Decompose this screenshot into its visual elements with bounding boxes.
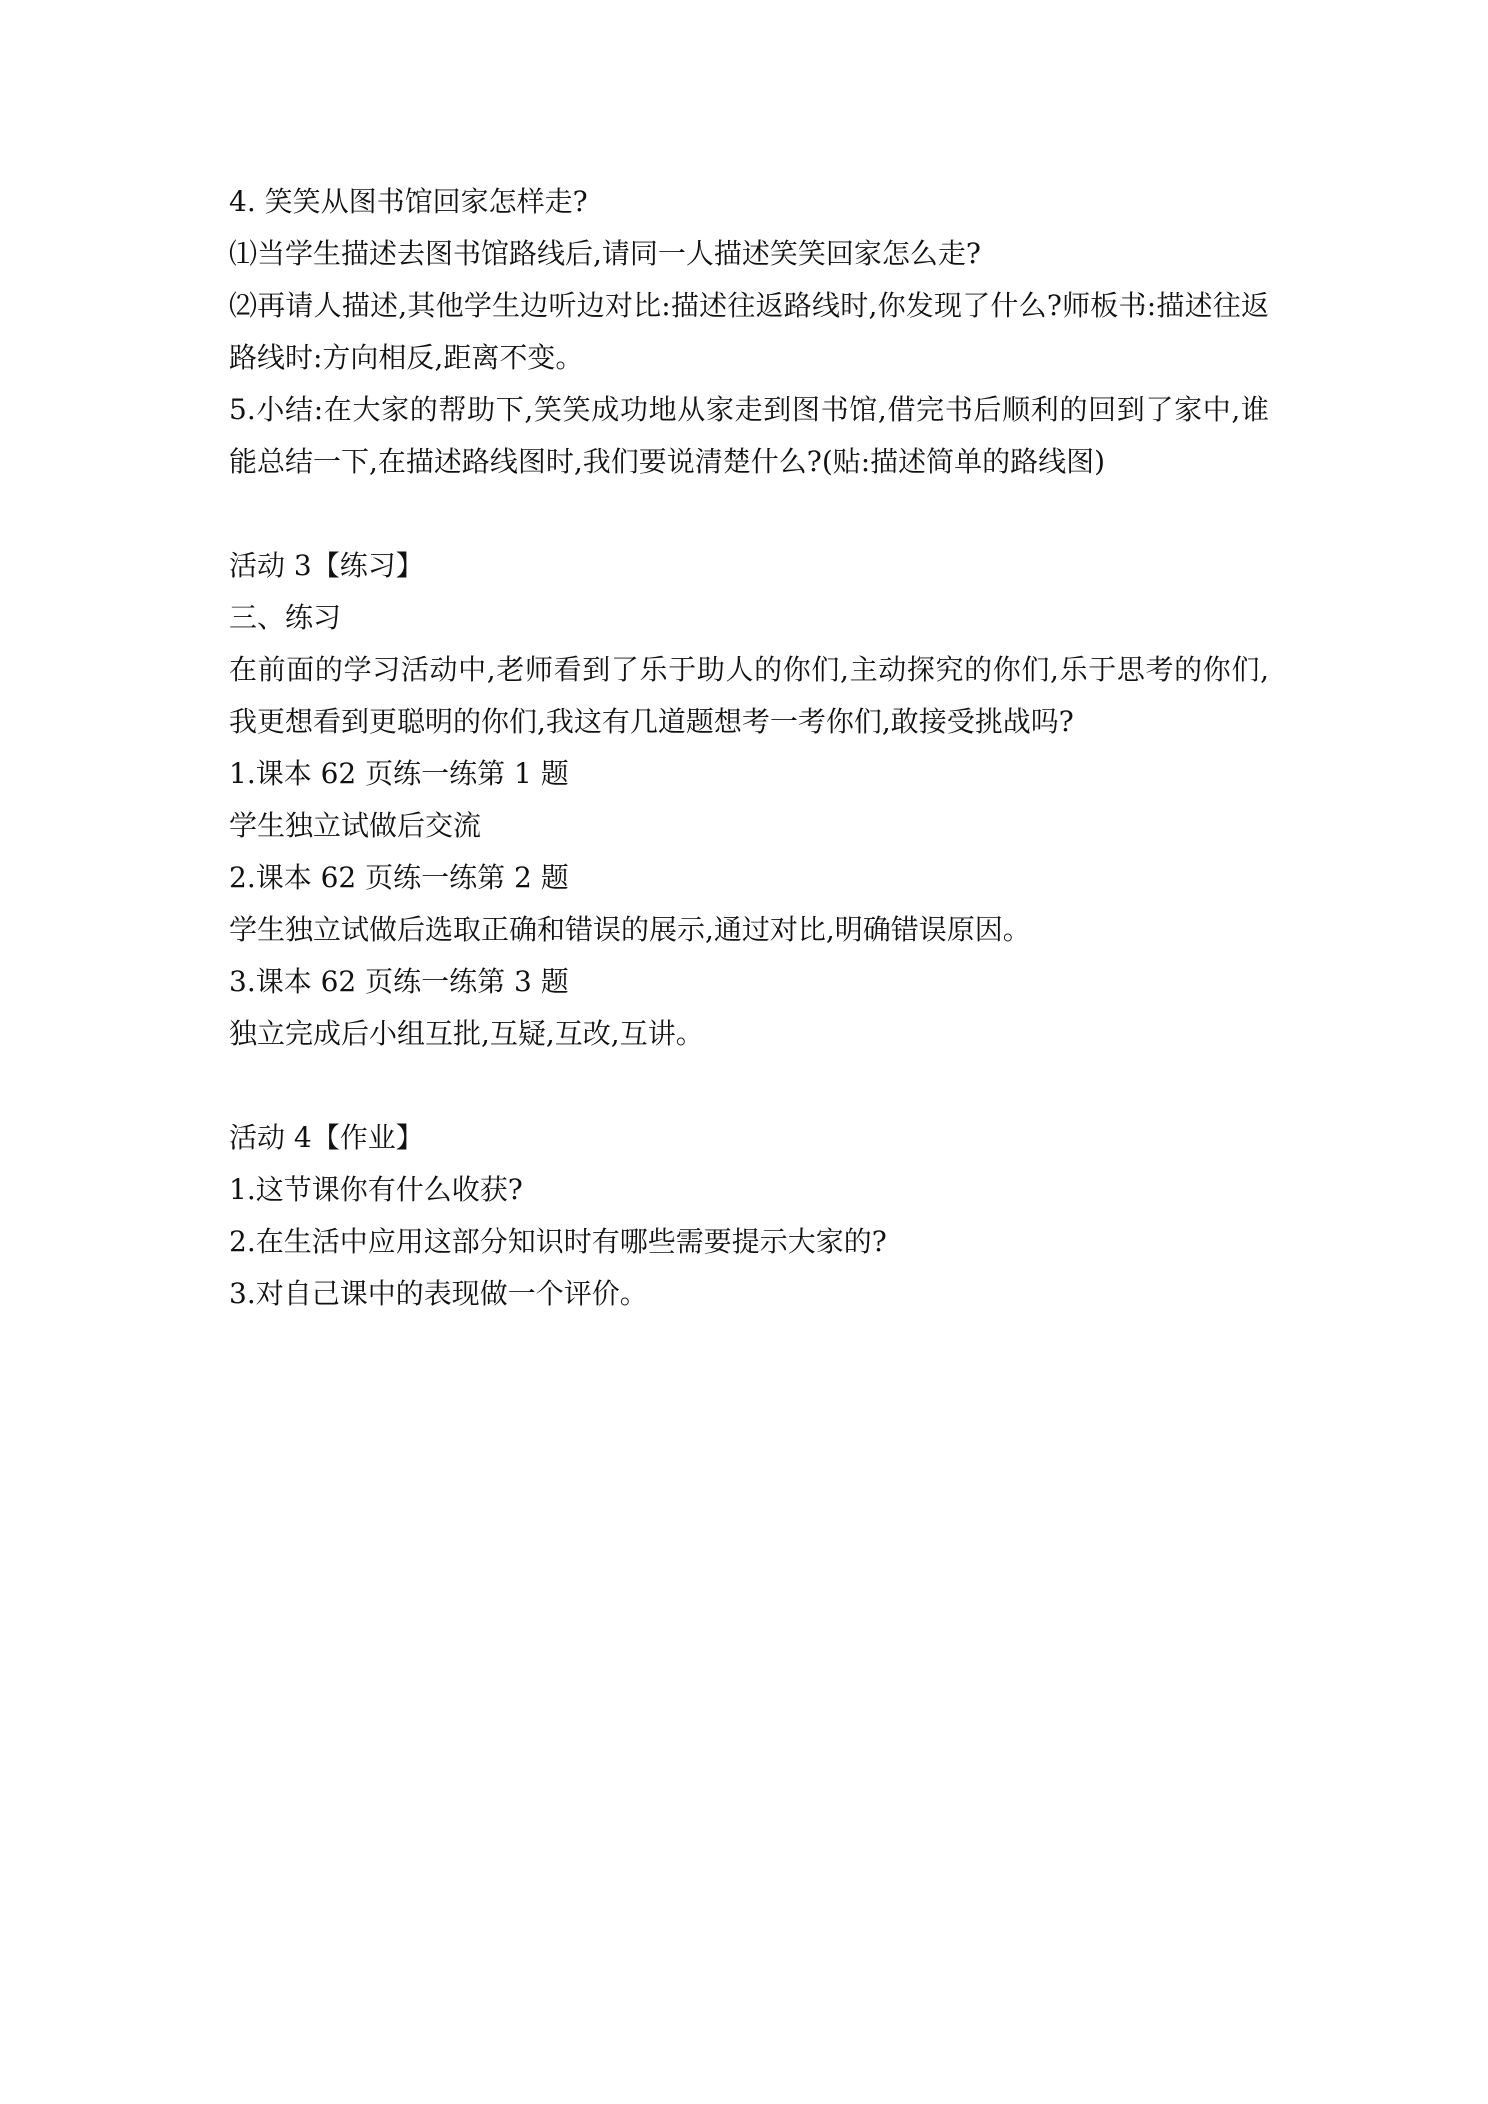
activity-3-subheading: 三、练习 [229, 601, 342, 634]
question-4: 4. 笑笑从图书馆回家怎样走? [229, 185, 588, 218]
activity-3-item: 3.课本 62 页练一练第 3 题 [229, 965, 569, 998]
activity-3-intro: 在前面的学习活动中,老师看到了乐于助人的你们,主动探究的你们,乐于思考的你们,我更想看到更聪明的你们,我这有几道题想考一考你们,敢接受挑战吗? [229, 653, 1269, 738]
activity-4-heading: 活动 4【作业】 [229, 1121, 424, 1154]
activity-3-item: 独立完成后小组互批,互疑,互改,互讲。 [229, 1017, 704, 1050]
summary-5: 5.小结:在大家的帮助下,笑笑成功地从家走到图书馆,借完书后顺利的回到了家中,谁能总结一下,在描述路线图时,我们要说清楚什么?(贴:描述简单的路线图) [229, 393, 1269, 478]
question-4-step-1: ⑴当学生描述去图书馆路线后,请同一人描述笑笑回家怎么走? [229, 237, 981, 270]
activity-4-item: 3.对自己课中的表现做一个评价。 [229, 1277, 648, 1310]
activity-3-item: 2.课本 62 页练一练第 2 题 [229, 861, 569, 894]
activity-3-item: 学生独立试做后交流 [229, 809, 482, 842]
activity-4-item: 2.在生活中应用这部分知识时有哪些需要提示大家的? [229, 1225, 887, 1258]
paragraph-gap [229, 1060, 1269, 1112]
activity-3-item: 学生独立试做后选取正确和错误的展示,通过对比,明确错误原因。 [229, 913, 1031, 946]
activity-3-item: 1.课本 62 页练一练第 1 题 [229, 757, 569, 790]
paragraph-gap [229, 488, 1269, 540]
document-body [229, 176, 1269, 1320]
activity-3-heading: 活动 3【练习】 [229, 549, 424, 582]
activity-4-item: 1.这节课你有什么收获? [229, 1173, 523, 1206]
question-4-step-2: ⑵再请人描述,其他学生边听边对比:描述往返路线时,你发现了什么?师板书:描述往返路线时:方向相反,距离不变。 [229, 289, 1269, 374]
